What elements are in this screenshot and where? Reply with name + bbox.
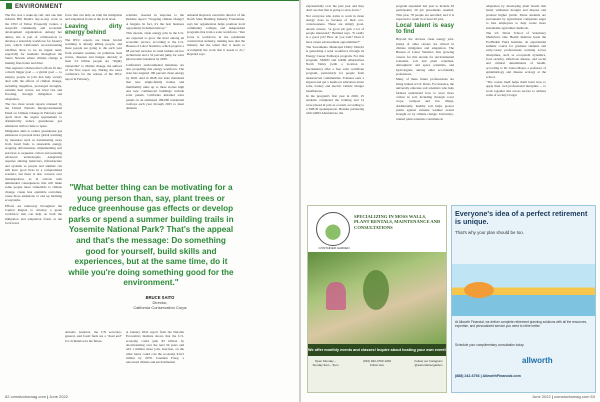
ad-tagline: SPECIALIZING IN MOSS WALLS, PLANT RENTALS, MAINTENANCE AND CONSULTATIONS: [354, 214, 441, 230]
plants-photo: [308, 252, 446, 344]
quote-attribution: [120, 295, 200, 310]
paragraph: A January 2022 report from the Deloitte Economics Institute shows that the U.S. economy could gain $3 trillion by decarbonizing over the next 50 years and add 1 million more jobs. Inaction, on the other hand, could cost the economy $14.5 trillion by 2070. Jonathan Foley, a renowned climate and environmental: [126, 330, 184, 365]
paragraph: program expanded last year to include 93 participants; 29 job placements resulted. This year, 78 people are enrolled; and it is expected to result in at least 29 jobs.: [396, 4, 454, 22]
page-footer: 62 comstocksmag.com | June 2022: [5, 394, 68, 399]
subheading: Local talent is easy to find: [396, 23, 454, 36]
ad-social: Follow our Instagram @sacontainergarden: [414, 359, 443, 367]
pull-quote: "What better thing can be motivating for a young person than, say, plant trees or reduce greenhouse gas effects or develop parks or spend a summer building trails in Yosemite National Park? That's the appeal and that's the message: Do something good for yourself, build skills and experiences, but at the same time, do it while you're doing something good for the environment.": [68, 183, 234, 288]
container-garden-ad[interactable]: [307, 205, 447, 393]
attribution-title: Director,: [152, 300, 168, 305]
ad-info-row: [311, 359, 443, 367]
left-column-1: [5, 13, 62, 378]
section-heading: ENVIRONMENT: [6, 3, 63, 10]
paragraph: The Sacramento Municipal Utility District is generating a solar workforce through its Energy Career Pathways program. For this program, SMUD and GRID Alternatives North Valley (with a location in Sacramento) offer a free solar certificate program, particularly for people from underserved communities. Trainees earn a stipend and get a hands-on education about solar, battery and electric vehicle charger installations.: [306, 45, 364, 93]
right-column-2: [396, 4, 454, 199]
left-column-3: [126, 13, 184, 173]
ad-hours: Open Monday – Sunday 9am – 5pm: [312, 359, 339, 367]
left-column-2-bottom: [65, 330, 122, 386]
ad-body: At Allworth Financial, we deliver complete retirement planning solutions with all the resources, expertise, and personalized service you need to retire better.: [455, 320, 587, 329]
ad-cta[interactable]: Schedule your complimentary consultation today.: [455, 343, 525, 347]
attribution-org: California Conservation Corps: [133, 305, 187, 310]
paragraph: adaptation by developing plant breeds that better withstand drought and disease and produce higher yields. These students are surrounded by agricultural companies eager to hire employees to help create more sustainable agriculture methods.: [486, 4, 546, 30]
left-page: [0, 0, 299, 402]
left-column-4: [187, 13, 245, 173]
paragraph: Many of these future professionals are being trained at UC Davis. For instance, the university educates soil scientists who help farmers understand how to store more carbon in soil, including through cover crops, compost and low tillage. Additionally, healthy soil helps protect plants against extreme weather events brought on by climate change. University-trained plant scientists contribute in: [396, 77, 454, 121]
magazine-url: comstocksmag.com: [554, 394, 590, 399]
plant-logo-icon: [316, 212, 350, 246]
issue-date: June 2022: [532, 394, 551, 399]
paragraph: Efforts are underway throughout the Capital Region to develop a green workforce that can help on both the mitigation and adaptation fronts at the local level.: [5, 203, 62, 226]
paragraph: Not everyone who trains to work in clean energy does so because of their eco-consciousness. These are simply good, decent careers. "A good job gets a lot of people interested," Bermud says. "It really is a good job? How do you wait? Does it have career advancement opportunities?": [306, 13, 364, 44]
ad-subheadline: That's why your plan should be too.: [455, 229, 524, 235]
section-rule: [0, 0, 299, 1]
right-column-3: [486, 4, 546, 199]
ad-header: [308, 206, 446, 252]
issue-date: June 2022: [49, 394, 68, 399]
right-page: [301, 0, 600, 402]
magazine-url: comstocksmag.com: [10, 394, 46, 399]
lifeguard-tower-illustration: [452, 264, 596, 316]
allworth-ad[interactable]: [451, 205, 596, 393]
paragraph: The IPCC reports are bleak. Global warming is already killing people, and more people are going to die each year from extreme weather, air pollution, heat waves, diseases and hunger. Already at least 3.3 billion people are "highly vulnerable" to climate change, the authors of the first report say. During the news conference for the release of the IPCC report in February,: [65, 37, 122, 81]
paragraph: California's environmental mandates are also propelling this energy workforce. The state has targeted 100 percent clean energy by 2045. And in 2028, the state mandated that new single-family homes and multifamily units up to three stories high and new commercial buildings include solar panels. California installed solar panels on an estimated 186,000 residential rooftops each year through 2025 to meet demand.: [126, 62, 184, 111]
paragraph: Amanda Reynard, executive director of the North State Building Industry Foundation, says her organization helps promote local community colleges and independent programs that train a solar workforce. "Our focus is workforce in the residential construction industry, making sure that the industry has the talent that it needs to accomplish the work that it needs to do," Reynard says.: [187, 13, 245, 57]
paragraph: Antonio Guterres, the UN secretary-general, said fossil fuels are a "dead end" for civilization in the future.: [65, 330, 122, 343]
page-number: 63: [590, 394, 595, 399]
paragraph: This regional collaborative's efforts fit into a much bigger goal — a global goal — to employ people in jobs that help society deal with the effects of climate change, including megafires, prolonged droughts, extreme heat waves, sea level rise and flooding, through mitigation and adaptation.: [5, 66, 62, 101]
ad-logo-text: CONTAINER GARDEN: [318, 246, 350, 250]
paragraph: Beyond the obvious clean energy jobs, plenty of other careers are critical in climate mitigation and adaptation. The Bureau of Labor Statistics lists growing careers for this decade for environmental scientists, soil and plant scientists, atmospheric and space scientists, and hydrologists, among other eco-friendly professions.: [396, 37, 454, 77]
attribution-name: BRUCE SAITO: [145, 295, 175, 300]
paragraph: exponentially over the past year and they don't see that that is going to slow down.": [306, 4, 364, 13]
allworth-logo: allworth: [522, 356, 553, 365]
ad-phone: (916) 922-4769 1200 Fulton Ave: [362, 359, 392, 367]
paragraph: The UC Davis School of Veterinary Medicine's One Health Institute leads the EcoHealth Field Institute, an experiential summer course for graduate students and early-career professionals working across disciplines, such as ecosystem dynamics, food security, infectious disease, and social and cultural determinants of health, according to Dr. Jonna Mazet, a professor of epidemiology and disease ecology at the school.: [486, 31, 546, 79]
paragraph: "The course itself helps them learn how to apply their own professional discipline ... to work together and across sectors to address some of society's larger: [486, 79, 546, 97]
ad-headline: Everyone's idea of a perfect retirement is unique.: [455, 209, 588, 227]
ad-contact[interactable]: (888) 242-6766 | AllworthFinancial.com: [455, 374, 521, 378]
ad-promo-bar: We offer monthly events and classes! Inquire about hosting your own event!: [308, 344, 446, 356]
paragraph: scientist, tweeted in response to the Deloitte report: "Stopping climate change? A bargain. In fact, it's the best business opportunity in human history.": [126, 13, 184, 31]
paragraph: The two most recent reports released by the United Nations Intergovernmental Panel on Climate Change in February and April show the urgent requirement to dramatically reduce greenhouse gas emissions with no time to spare.: [5, 101, 62, 128]
paragraph: The fire was a wake-up call, and one that informs Hill Drum's day-to-day work as the CEO of Tahoe Prosperity Center, a nonprofit community and economic development organization. Among her duties, she is part of collaborators to develop a statewide workforce for forestry jobs, which California's record-breaking wildfires show to be an urgent need, especially for residents throughout the Sierra Nevada where climate change is making fires hotter and drier.: [5, 13, 62, 65]
paragraph: In the program's first year in 2020, 25 students completed the training and 12 were placed in jobs as a result, according to a SMUD spokesperson. Besides partnering with GRID Alternatives, the: [306, 93, 364, 116]
left-column-2: [65, 13, 122, 173]
subheading: Leaving dirty energy behind: [65, 23, 122, 36]
page-footer: June 2022 | comstocksmag.com 63: [532, 394, 595, 399]
paragraph: Mitigation aims to reduce greenhouse gas emissions to prevent more global warming by measures such as transitioning away from fossil fuels to renewable energy, stopping deforestation, implementing soil practices to sequester carbon and pursuing advanced technologies. Adaptation requires altering behaviors, infrastructure and systems so people and animals can still have good lives in a compromised scenario, but there is also concern over maladaptation, as in actions with unintended consequences that will make some people more vulnerable to climate change, create less equitable outcomes, cause more emissions or end up harming ecosystems.: [5, 128, 62, 203]
page-number: 62: [5, 394, 10, 399]
left-column-3-bottom: [126, 330, 184, 386]
right-column-1: [306, 4, 364, 199]
paragraph: force that can help on both the mitigation and adaptation fronts at the local level.: [65, 13, 122, 22]
paragraph: This decade, clean energy jobs in the U.S. are expected to grow the most among all economic sectors, according to the U.S. Bureau of Labor Statistics, which projects a 68 percent increase in wind turbine service technicians and a 52 percent jump for solar photovoltaic installers by 2030.: [126, 31, 184, 62]
